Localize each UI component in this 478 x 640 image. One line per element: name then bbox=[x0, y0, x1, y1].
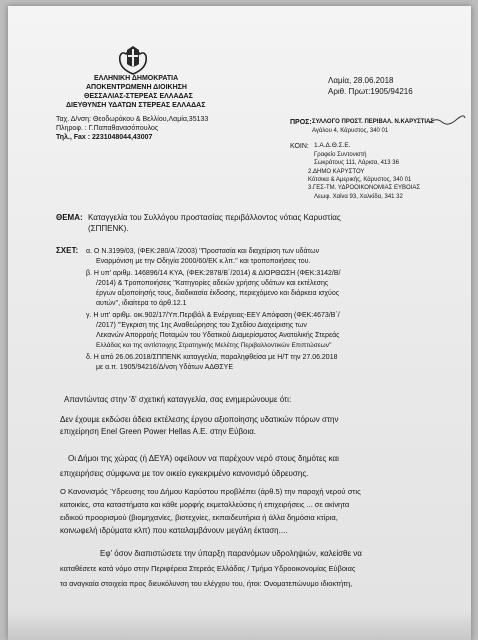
recipient-address: Αγάλου 4, Κάρυστος, 340 01 bbox=[312, 128, 389, 134]
reference-line-10: Ελλάδας και της αντίστοιχης Στρατηγικής Μελέτης Περιβαλλοντικών Επιπτώσεων'' bbox=[96, 342, 332, 349]
subject-line-2: (ΣΠΠΕΝΚ). bbox=[88, 224, 129, 233]
body-paragraph-1: Απαντώντας στην 'δ' σχετική καταγγελία, σας ενημερώνουμε ότι: bbox=[64, 395, 292, 404]
body-paragraph-2-line-2: επιχείρηση Enel Green Power Hellas A.E. στην Εύβοια. bbox=[60, 427, 257, 436]
cc-line-7: Λεωφ. Χαίνα 93, Χαλκίδα, 341 32 bbox=[314, 194, 403, 200]
body-paragraph-4-line-4: κοινωφελή ιδρύματα κλπ) που καταλαμβάνουν μεγάλη έκταση.... bbox=[60, 526, 288, 535]
pen-mark-icon bbox=[428, 114, 466, 128]
reference-line-11: δ. Η από 26.06.2018/ΣΠΠΕΝΚ καταγγελία, παραληφθείσα με Η/Τ την 27.06.2018 bbox=[86, 354, 338, 361]
issuer-line-4: ΔΙΕΥΘΥΝΣΗ ΥΔΑΤΩΝ ΣΤΕΡΕΑΣ ΕΛΛΑΔΑΣ bbox=[66, 102, 206, 109]
issuer-line-3: ΘΕΣΣΑΛΙΑΣ-ΣΤΕΡΕΑΣ ΕΛΛΑΔΑΣ bbox=[84, 93, 193, 100]
body-paragraph-4-line-2: κατοικίες, στα καταστήματα και κάθε μορφής εκμεταλλεύσεις ή επιχειρήσεις ... σε ακίνητα bbox=[60, 500, 350, 509]
issuer-info: Πληροφ. : Γ.Παπαθανασόπουλος bbox=[56, 125, 159, 132]
reference-line-9: Λεκανών Απορροής Ποταμών του Υδατικού Διαμερίσματος Ανατολικής Στερεάς bbox=[96, 332, 340, 339]
cc-line-3: Σωκράτους 111, Λάρισα, 413 36 bbox=[314, 160, 399, 166]
body-paragraph-4-line-3: ειδικού προορισμού (βιομηχανίες, βιοτεχνίες, εκπαιδευτήρια ή άλλα δημόσια κτίρια, bbox=[60, 513, 338, 522]
page-shadow bbox=[8, 610, 471, 640]
body-paragraph-4-line-1: Ο Κανονισμός Ύδρευσης του Δήμου Καρύστου προβλέπει (άρθ.5) την παροχή νερού στις bbox=[60, 487, 361, 496]
cc-label: ΚΟΙΝ: bbox=[290, 143, 309, 150]
reference-line-5: έργων αξιοποίησής τους, διαδικασία έκδοσης, περιεχόμενο και διάρκεια ισχύος bbox=[96, 290, 340, 297]
body-paragraph-5-line-2: καταθέσετε κατά νόμο στην Περιφέρεια Στερεάς Ελλάδας / Τμήμα Υδροοικονομίας Εύβοιας bbox=[60, 564, 356, 573]
document-date: Λαμία, 28.06.2018 bbox=[328, 76, 394, 85]
body-paragraph-3-line-2: επιχειρήσεις σύμφωνα με τον οικείο εγκεκριμένο κανονισμό ύδρευσης. bbox=[60, 469, 309, 478]
body-paragraph-5-line-1: Εφ' όσον διαπιστώσετε την ύπαρξη παρανόμων υδροληψιών, καλείσθε να bbox=[100, 549, 362, 558]
cc-line-4: 2.ΔΗΜΟ ΚΑΡΥΣΤΟΥ bbox=[308, 169, 365, 175]
subject-label: ΘΕΜΑ: bbox=[56, 213, 83, 222]
body-paragraph-5-line-3: τα αναγκαία στοιχεία προς διευκόλυνση του ελέγχου του, ήτοι: Ονοματεπώνυμο ιδιοκτήτη, bbox=[60, 579, 353, 588]
reference-line-3: β. Η υπ' αριθμ. 146896/14 ΚΥΑ, (ΦΕΚ:2878/Β΄/2014) & ΔΙΟΡΘΩΣΗ (ΦΕΚ:3142/Β/ bbox=[86, 270, 341, 277]
body-paragraph-3-line-1: Οι Δήμοι της χώρας (ή ΔΕΥΑ) οφείλουν να παρέχουν νερό στους δημότες και bbox=[68, 454, 339, 463]
recipient-name: ΣΥΛΛΟΓΟ ΠΡΟΣΤ. ΠΕΡΙΒΑΛ. Ν.ΚΑΡΥΣΤΙΑΣ bbox=[312, 119, 434, 125]
reference-line-6: αυτών'', ιδιαίτερα το άρθ.12.1 bbox=[96, 300, 187, 307]
issuer-line-2: ΑΠΟΚΕΝΤΡΩΜΕΝΗ ΔΙΟΙΚΗΣΗ bbox=[86, 84, 187, 91]
references-label: ΣΧΕΤ: bbox=[56, 246, 79, 255]
issuer-line-1: ΕΛΛΗΝΙΚΗ ΔΗΜΟΚΡΑΤΙΑ bbox=[94, 75, 179, 82]
reference-line-12: με α.π. 1905/94216/Δ/νση Υδάτων ΑΔΘΣΥΕ bbox=[96, 364, 233, 371]
protocol-number: Αριθ. Πρωτ:1905/94216 bbox=[328, 87, 413, 96]
cc-line-6: 3.ΓΕΣ-ΤΜ. ΥΔΡΟΟΙΚΟΝΟΜΙΑΣ ΕΥΒΟΙΑΣ bbox=[308, 185, 421, 191]
reference-line-8: /2017) ''Έγκριση της 1ης Αναθεώρησης του Σχεδίου Διαχείρισης των bbox=[96, 322, 307, 329]
recipient-label: ΠΡΟΣ: bbox=[290, 119, 312, 126]
cc-line-2: Γραφείο Συντονιστή bbox=[314, 152, 367, 158]
issuer-phone: Τηλ., Fax : 2231048044,43007 bbox=[56, 134, 153, 141]
reference-line-2: Εναρμόνιση με την Οδηγία 2000/60/ΕΚ κ.λπ.'' και τροποποιήσεις του. bbox=[96, 258, 311, 265]
reference-line-4: /2014) & Τροποποιήσεις ''Κατηγορίες αδειών χρήσης υδάτων και εκτέλεσης bbox=[96, 280, 329, 287]
cc-line-1: 1.Α.Δ.Θ.Σ.Ε. bbox=[314, 142, 351, 149]
reference-line-7: γ. Η υπ' αριθμ. οικ.902/17/Υπ.Περιβάλ & Ενέργειας-ΕΕΥ Απόφαση (ΦΕΚ:4673/Β΄/ bbox=[86, 312, 340, 319]
subject-line-1: Καταγγελία του Συλλόγου προστασίας περιβάλλοντος νότιας Καρυστίας bbox=[88, 213, 341, 222]
greek-coat-of-arms-icon bbox=[116, 42, 150, 76]
body-paragraph-2-line-1: Δεν έχουμε εκδώσει άδεια εκτέλεσης έργου αξιοποίησης υδατικών πόρων στην bbox=[60, 415, 339, 424]
document-page bbox=[8, 6, 471, 640]
reference-line-1: α. Ο Ν.3199/03, (ΦΕΚ:280/Α΄/2003) ''Προστασία και διαχείριση των υδάτων bbox=[86, 248, 320, 255]
issuer-address: Ταχ. Δ/νση: Θεοδωράκου & Βελλίου,Λαμία,35133 bbox=[56, 116, 209, 123]
cc-line-5: Κότσικα & Αμερικής, Κάρυστος, 340 01 bbox=[308, 177, 412, 183]
